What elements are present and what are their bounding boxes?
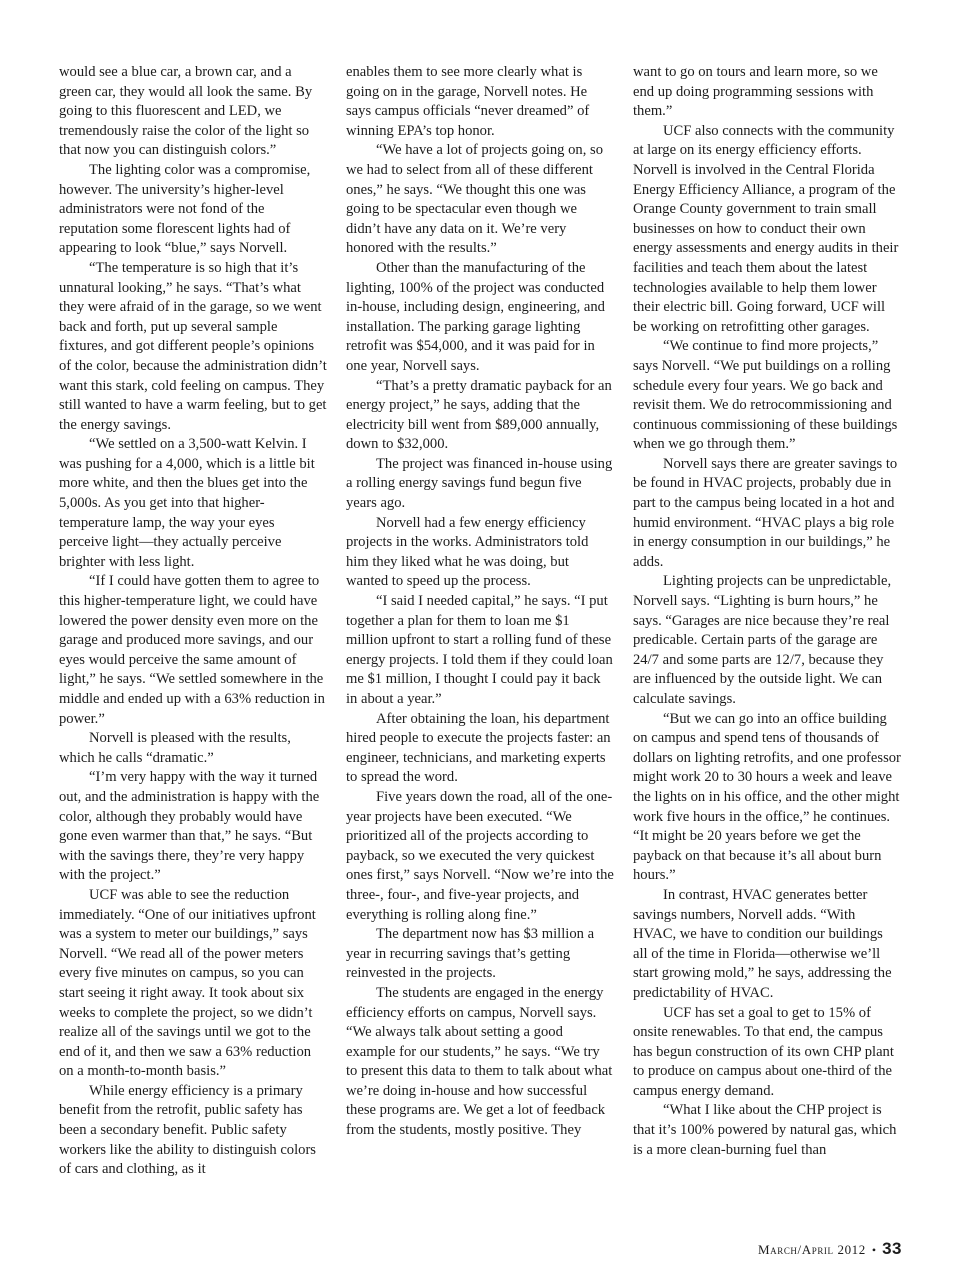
- paragraph: would see a blue car, a brown car, and a green car, they would all look the same. By going to this fluorescent and LED, we tremendously raise the color of the light so that now you can distinguish colors.”: [59, 64, 313, 159]
- paragraph: “The temperature is so high that it’s unnatural looking,” he says. “That’s what they were afraid of in the garage, so we went back and forth, put up several sample fixtures, and got different people’s opinions of the color, because the administration didn’t want this stark, cold feeling on campus. They still wanted to have a warm feeling, but to get the energy savings.: [59, 259, 327, 433]
- page-footer: [758, 1239, 902, 1259]
- paragraph: want to go on tours and learn more, so we end up doing programming sessions with them.”: [633, 64, 878, 120]
- paragraph: Other than the manufacturing of the lighting, 100% of the project was conducted in-house, including design, engineering, and installation. The parking garage lighting retrofit was $54,000, and it was paid for in one year, Norvell says.: [346, 259, 605, 374]
- page-number: 33: [882, 1239, 902, 1258]
- paragraph: Norvell says there are greater savings to be found in HVAC projects, probably due in part to the campus being located in a hot and humid environment. “HVAC plays a big role in energy consumption in our buildings,” he adds.: [633, 455, 898, 570]
- paragraph: Norvell had a few energy efficiency projects in the works. Administrators told him they liked what he was doing, but wanted to speed up the process.: [346, 514, 589, 590]
- paragraph: “I said I needed capital,” he says. “I put together a plan for them to loan me $1 million upfront to start a rolling fund of these energy projects. I told them if they could loan me $1 million, I thought I could pay it back in about a year.”: [346, 593, 613, 707]
- text-column-3: [633, 63, 901, 1160]
- paragraph: The lighting color was a compromise, however. The university’s higher-level administrators were not fond of the reputation some florescent lights had of appearing to look “blue,” says Norvell.: [59, 161, 311, 257]
- paragraph: The department now has $3 million a year in recurring savings that’s getting reinvested in the projects.: [346, 926, 595, 982]
- paragraph: Norvell is pleased with the results, which he calls “dramatic.”: [59, 730, 291, 766]
- paragraph: The students are engaged in the energy efficiency efforts on campus, Norvell says. “We always talk about setting a good example for our students,” he says. “We try to present this data to them to talk about what we’re doing in-house and how successful these programs are. We get a lot of feedback from the students, mostly positive. They: [346, 984, 613, 1139]
- paragraph: In contrast, HVAC generates better savings numbers, Norvell adds. “With HVAC, we have to condition our buildings all of the time in Florida—otherwise we’ll start growing mold,” he says, addressing the predictability of HVAC.: [633, 886, 892, 1001]
- paragraph: While energy efficiency is a primary benefit from the retrofit, public safety has been a secondary benefit. Public safety workers like the ability to distinguish colors of cars and clothing, as it: [59, 1082, 316, 1178]
- paragraph: The project was financed in-house using a rolling energy savings fund begun five years ago.: [346, 455, 613, 512]
- text-column-2: [346, 63, 614, 1141]
- paragraph: enables them to see more clearly what is going on in the garage, Norvell notes. He says campus officials “never dreamed” of winning EPA’s top honor.: [346, 64, 590, 139]
- separator-bullet: •: [871, 1243, 877, 1257]
- paragraph: UCF has set a goal to get to 15% of onsite renewables. To that end, the campus has begun construction of its own CHP plant to produce on campus about one-third of the campus energy demand.: [633, 1004, 894, 1099]
- issue-date: March/April 2012: [757, 1242, 866, 1257]
- paragraph: “We continue to find more projects,” says Norvell. “We put buildings on a rolling schedule every four years. We go back and revisit them. We do retrocommissioning and continuous commissioning of these buildings when we go through them.”: [633, 338, 898, 453]
- paragraph: “If I could have gotten them to agree to this higher-temperature light, we could have lowered the power density even more on the garage and produced more savings, and our eyes would perceive the same amount of light,” he says. “We settled somewhere in the middle and ended up with a 63% reduction in power.”: [59, 573, 325, 727]
- paragraph: UCF was able to see the reduction immediately. “One of our initiatives upfront was a system to meter our buildings,” says Norvell. “We read all of the power meters every five minutes on campus, so you can start seeing it right away. It took about six weeks to complete the project, so we didn’t realize all of the savings until we got to the end of it, and then we saw a 63% reduction on a month-to-month basis.”: [59, 886, 316, 1080]
- paragraph: “We have a lot of projects going on, so we had to select from all of these different ones,” he says. “We thought this one was going to be spectacular even though we didn’t have any data on it. We’re very honored with the results.”: [346, 142, 603, 257]
- paragraph: “We settled on a 3,500-watt Kelvin. I was pushing for a 4,000, which is a little bit more white, and then the blues get into the 5,000s. As you get into that higher-temperature lamp, the way your eyes perceive light—they actually perceive brighter with less light.: [59, 436, 315, 570]
- paragraph: After obtaining the loan, his department hired people to execute the projects faster: an engineer, technicians, and marketing experts to spread the word.: [346, 710, 611, 786]
- paragraph: “What I like about the CHP project is that it’s 100% powered by natural gas, which is a more clean-burning fuel than: [633, 1102, 897, 1158]
- paragraph: UCF also connects with the community at large on its energy efficiency efforts. Norvell is involved in the Central Florida Energy Efficiency Alliance, a program of the Orange County government to train small businesses on how to conduct their own energy assessments and energy audits in their facilities and teach them about the latest technologies available to help them lower their electric bill. Going forward, UCF will be working on retrofitting other garages.: [633, 122, 899, 335]
- paragraph: “I’m very happy with the way it turned out, and the administration is happy with the color, although they probably would have gone even warmer than that,” he says. “But with the savings there, they’re very happy with the project.”: [59, 769, 320, 884]
- paragraph: “That’s a pretty dramatic payback for an energy project,” he says, adding that the electricity bill went from $89,000 annually, down to $32,000.: [346, 377, 612, 453]
- paragraph: Five years down the road, all of the one-year projects have been executed. “We prioritized all of the projects according to payback, so we executed the very quickest ones first,” says Norvell. “Now we’re into the three-, four-, and five-year projects, and everything is rolling along fine.”: [346, 788, 614, 923]
- text-column-1: [59, 63, 327, 1180]
- paragraph: “But we can go into an office building on campus and spend tens of thousands of dollars on lighting retrofits, and one professor might work 20 to 30 hours a week and leave the lights on in his office, and the other might work five hours in the office,” he continues. “It might be 20 years before we get the payback on that because it’s all about burn hours.”: [633, 710, 901, 884]
- paragraph: Lighting projects can be unpredictable, Norvell says. “Lighting is burn hours,” he says. “Garages are nice because they’re real predicable. Certain parts of the garage are 24/7 and some parts are 12/7, because they are influenced by the outside light. We can calculate savings.: [633, 573, 892, 707]
